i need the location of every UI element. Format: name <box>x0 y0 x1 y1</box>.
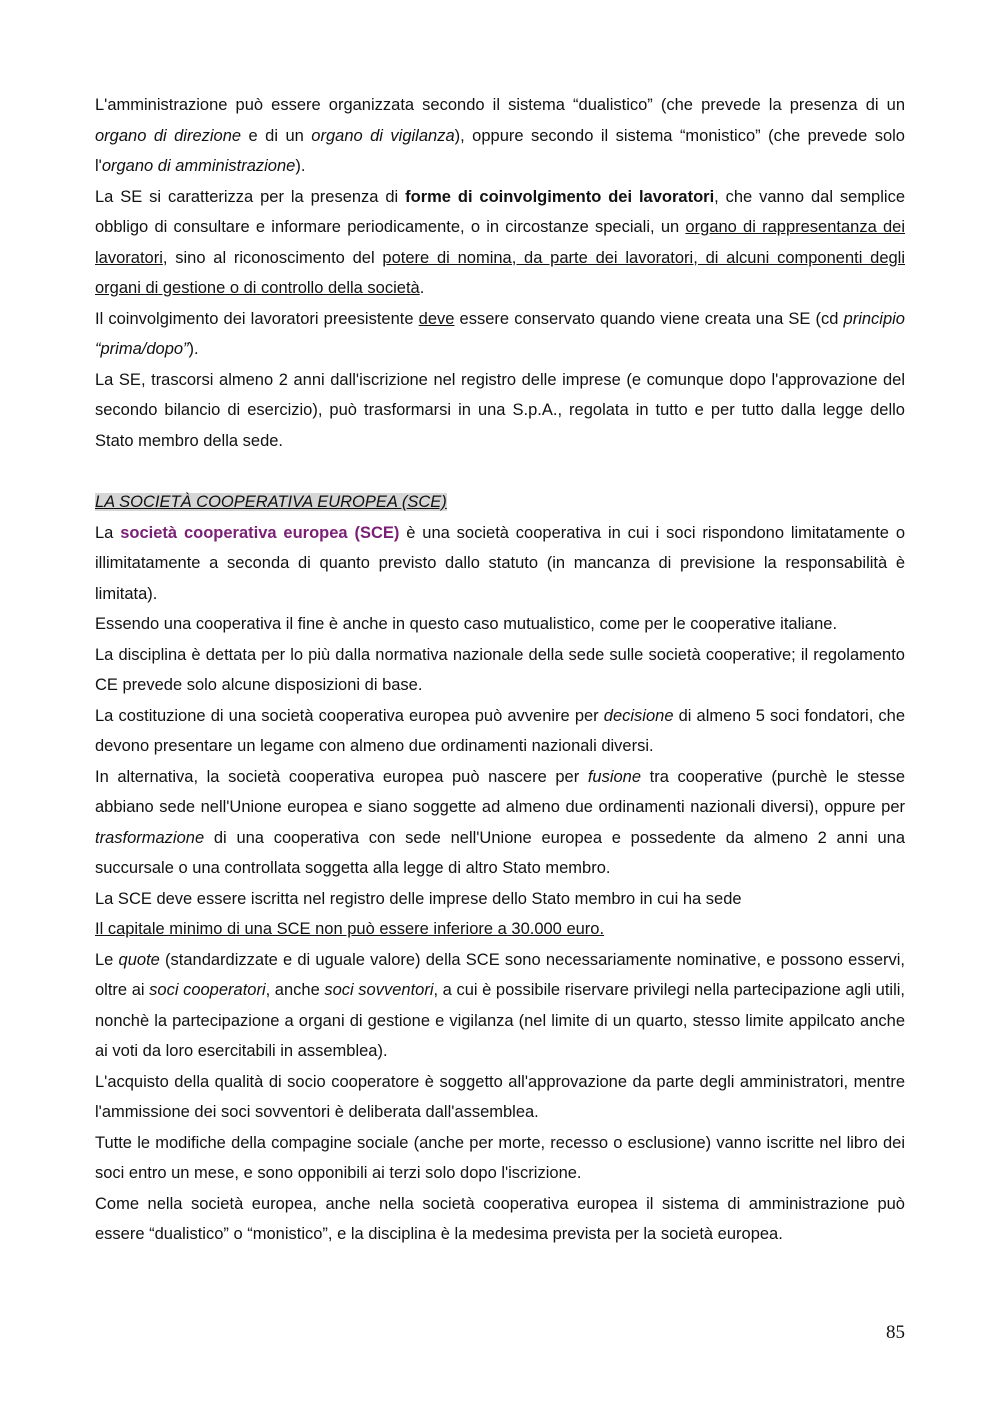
paragraph-socio-cooperatore: L'acquisto della qualità di socio cooperatore è soggetto all'approvazione da parte degli amministratori, mentre l'ammissione dei soci sovventori è deliberata dall'assemblea. <box>95 1072 905 1121</box>
paragraph-costituzione <box>95 701 905 762</box>
paragraph-sistema-amministrazione: Come nella società europea, anche nella società cooperativa europea il sistema di amministrazione può essere “dualistico” o “monistico”, e la disciplina è la medesima prevista per la società europea. <box>95 1194 905 1243</box>
paragraph-quote <box>95 945 905 1067</box>
italic-term: trasformazione <box>95 828 205 847</box>
paragraph-trasformazione-spa: La SE, trascorsi almeno 2 anni dall'iscrizione nel registro delle imprese (e comunque dopo l'approvazione del secondo bilancio di esercizio), può trasformarsi in una S.p.A., regolata in tutto e per tutto dalla legge dello Stato membro della sede. <box>95 370 905 450</box>
text: , a cui è possibile riservare privilegi nella partecipazione agli utili, nonchè la partecipazione a organi di gestione e vigilanza (nel limite di un quarto, stesso limite appilcato anche ai voti da loro esercitabili in assemblea). <box>95 981 905 1060</box>
page-body <box>95 90 905 1250</box>
text: di una cooperativa con sede nell'Unione europea e possedente da almeno 2 anni una succursale o una controllata soggetta alla legge di altro Stato membro. <box>95 828 905 877</box>
text: è una società cooperativa in cui i soci rispondono limitatamente o illimitatamente a seconda di quanto previsto dallo statuto (in mancanza di previsione la responsabilità è limitata). <box>95 523 906 603</box>
text: ). <box>295 157 306 175</box>
underlined-term: deve <box>418 309 455 328</box>
text: La SE si caratterizza per la presenza di <box>95 187 406 206</box>
section-heading <box>95 456 905 518</box>
paragraph-sce-definizione <box>95 518 905 610</box>
text: La <box>95 523 121 542</box>
italic-term: quote <box>118 950 160 969</box>
paragraph-disciplina: La disciplina è dettata per lo più dalla normativa nazionale della sede sulle società cooperative; il regolamento CE prevede solo alcune disposizioni di base. <box>95 645 905 694</box>
italic-term: organo di vigilanza <box>311 126 455 145</box>
italic-term: organo di amministrazione <box>101 157 296 175</box>
italic-term: principio “prima/dopo” <box>95 309 905 358</box>
paragraph-capitale-minimo: Il capitale minimo di una SCE non può essere inferiore a 30.000 euro. <box>95 920 605 938</box>
paragraph-coinvolgimento <box>95 182 905 304</box>
text: e di un <box>241 126 312 145</box>
page-number: 85 <box>886 1322 905 1343</box>
text: , anche <box>265 981 325 999</box>
paragraph-fine-mutualistico: Essendo una cooperativa il fine è anche in questo caso mutualistico, come per le cooperative italiane. <box>95 615 838 633</box>
text: La costituzione di una società cooperativa europea può avvenire per <box>95 706 604 725</box>
underlined-term: potere di nomina, da parte dei lavoratori, di alcuni componenti degli organi di gestione o di controllo della società <box>95 248 906 297</box>
italic-term: soci cooperatori <box>149 981 266 999</box>
underlined-term: organo di rappresentanza dei lavoratori <box>95 218 906 267</box>
italic-term: organo di direzione <box>95 126 242 145</box>
section-heading-text: LA SOCIETÀ COOPERATIVA EUROPEA (SCE) <box>95 493 447 511</box>
paragraph-compagine-sociale: Tutte le modifiche della compagine sociale (anche per morte, recesso o esclusione) vanno iscritte nel libro dei soci entro un mese, e sono opponibili ai terzi solo dopo l'iscrizione. <box>95 1133 905 1182</box>
paragraph-fusione <box>95 762 905 884</box>
italic-term: fusione <box>587 767 642 786</box>
text: , che vanno dal semplice obbligo di consultare e informare periodicamente, o in circostanze speciali, un <box>95 187 905 236</box>
text: L'amministrazione può essere organizzata secondo il sistema “dualistico” (che prevede la presenza di un <box>95 96 905 114</box>
paragraph-prima-dopo <box>95 304 905 365</box>
text: Il coinvolgimento dei lavoratori preesistente <box>95 309 419 328</box>
text: ), oppure secondo il sistema “monistico” (che prevede solo l' <box>95 126 905 175</box>
paragraph-amministrazione <box>95 90 905 182</box>
bold-term: forme di coinvolgimento dei lavoratori <box>405 187 715 206</box>
text: di almeno 5 soci fondatori, che devono presentare un legame con almeno due ordinamenti nazionali diversi. <box>95 706 905 755</box>
text: essere conservato quando viene creata una SE (cd <box>454 309 844 328</box>
italic-term: decisione <box>603 706 674 725</box>
italic-term: soci sovventori <box>324 981 434 999</box>
text: Le <box>95 950 119 969</box>
text: (standardizzate e di uguale valore) della SCE sono necessariamente nominative, e possono esservi, oltre ai <box>95 950 905 999</box>
text: ). <box>188 340 199 358</box>
text: tra cooperative (purchè le stesse abbiano sede nell'Unione europea e siano soggette ad almeno due ordinamenti nazionali diversi), oppure per <box>95 767 905 816</box>
paragraph-iscrizione: La SCE deve essere iscritta nel registro delle imprese dello Stato membro in cui ha sede <box>95 889 742 908</box>
text: , sino al riconoscimento del <box>162 248 383 267</box>
text: . <box>419 279 425 297</box>
highlighted-term: società cooperativa europea (SCE) <box>120 523 400 542</box>
text: In alternativa, la società cooperativa europea può nascere per <box>95 767 588 786</box>
